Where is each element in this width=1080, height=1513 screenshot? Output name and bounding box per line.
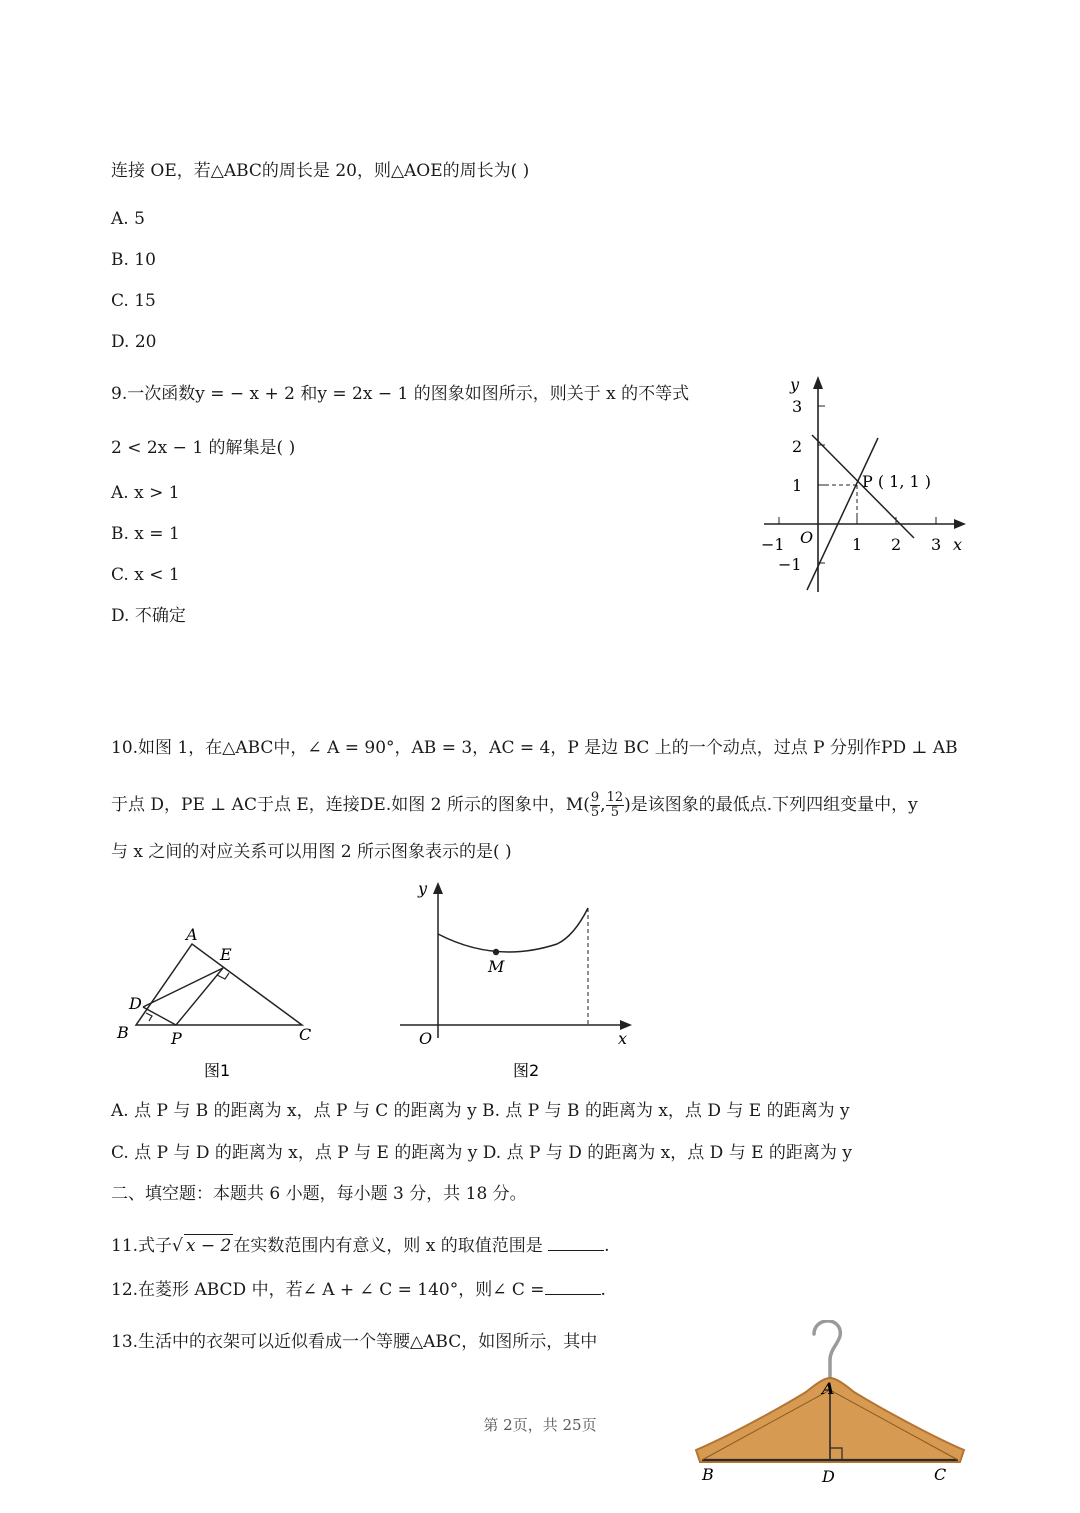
q9-y-tick-3: 3: [792, 397, 803, 416]
q12-text: 12.在菱形 ABCD 中，若∠ A + ∠ C = 140°，则∠ C =: [111, 1280, 545, 1300]
q8-stem: 连接 OE，若△ABC的周长是 20，则△AOE的周长为( ): [111, 161, 530, 181]
q9-y-arrow: [813, 376, 823, 389]
fig1-label-e: E: [220, 945, 232, 964]
fig1-right-angle-d: [146, 1013, 152, 1021]
q11-answer-blank: [548, 1250, 604, 1251]
q11-stem: 11.式子√ x − 2 在实数范围内有意义，则 x 的取值范围是 .: [111, 1236, 610, 1256]
q9-point-label: P ( 1, 1 ): [862, 472, 932, 491]
fig2-point-m: [493, 949, 499, 955]
fig1-segment-pd: [143, 1007, 176, 1025]
fig1-segment-de: [143, 968, 223, 1007]
q12-period: .: [600, 1280, 606, 1300]
q9-stem-line2: 2 < 2x − 1 的解集是( ): [111, 438, 296, 458]
q8-option-a: A. 5: [111, 209, 145, 229]
section2-heading: 二、填空题：本题共 6 小题，每小题 3 分，共 18 分。: [111, 1184, 527, 1204]
fig1-label-d: D: [129, 994, 142, 1013]
hanger-hook: [814, 1321, 840, 1380]
q10-line3: 与 x 之间的对应关系可以用图 2 所示图象表示的是( ): [111, 842, 512, 862]
q8-option-c: C. 15: [111, 291, 156, 311]
hanger-label-d: D: [822, 1467, 835, 1486]
q10-fraction-y: $\frac{12}{5}$: [606, 790, 624, 820]
fig1-label-c: C: [299, 1025, 312, 1044]
fig2-origin-label: O: [419, 1029, 433, 1048]
q8-option-b: B. 10: [111, 250, 156, 270]
page-footer: 第 2页，共 25页: [483, 1416, 597, 1434]
q9-x-tick-2: 2: [891, 535, 902, 554]
fig1-label-b: B: [117, 1023, 129, 1042]
q12-stem: [111, 1279, 606, 1301]
q9-x-tick-1: 1: [852, 535, 863, 554]
q9-option-a: A. x > 1: [111, 483, 180, 503]
q10-line1: 10.如图 1，在△ABC中，∠ A = 90°，AB = 3，AC = 4，P 是边 BC 上的一个动点，过点 P 分别作PD ⊥ AB: [111, 738, 958, 758]
fig2-label-m: M: [488, 957, 505, 976]
q13-hanger-figure: [690, 1320, 975, 1490]
q13-stem: 13.生活中的衣架可以近似看成一个等腰△ABC，如图所示，其中: [111, 1332, 598, 1352]
q9-option-b: B. x = 1: [111, 524, 180, 544]
fig2-curve: [438, 908, 588, 952]
q9-option-d: D. 不确定: [111, 606, 186, 626]
q9-y-tick-neg1: −1: [778, 555, 802, 574]
hanger-label-a: A: [822, 1379, 835, 1398]
q9-y-tick-2: 2: [792, 437, 803, 456]
q10-figure1: [110, 922, 330, 1087]
q9-y-tick-1: 1: [792, 476, 803, 495]
fig1-label-p: P: [171, 1029, 182, 1048]
fig1-label-a: A: [186, 925, 198, 944]
q10-fraction-x: $\frac{9}{5}$: [590, 790, 600, 820]
q10-figure2: [392, 872, 642, 1087]
q10-options-row2: C. 点 P 与 D 的距离为 x，点 P 与 E 的距离为 y D. 点 P 与 D 的距离为 x，点 D 与 E 的距离为 y: [111, 1143, 852, 1163]
hanger-label-b: B: [702, 1465, 714, 1484]
q10-options-row1: A. 点 P 与 B 的距离为 x，点 P 与 C 的距离为 y B. 点 P 与 B 的距离为 x，点 D 与 E 的距离为 y: [111, 1101, 850, 1121]
q9-x-tick-neg1: −1: [761, 535, 785, 554]
hanger-label-c: C: [934, 1465, 947, 1484]
q9-option-c: C. x < 1: [111, 565, 180, 585]
q9-y-label: y: [790, 375, 800, 394]
fig2-y-arrow: [433, 882, 443, 894]
q8-option-d: D. 20: [111, 332, 157, 352]
q11-text-start: 11.式子: [111, 1236, 173, 1256]
q11-text-end: 在实数范围内有意义，则 x 的取值范围是: [233, 1236, 543, 1256]
fig2-x-label: x: [618, 1029, 628, 1048]
q9-x-arrow: [954, 519, 966, 529]
q9-linear-graph: [756, 372, 976, 597]
q11-period: .: [604, 1236, 610, 1256]
fig2-y-label: y: [418, 879, 428, 898]
q9-x-tick-3: 3: [931, 535, 942, 554]
q10-line2: 于点 D，PE ⊥ AC于点 E，连接DE.如图 2 所示的图象中，M( $\frac{9}{5}$ , $\frac{12}{5}$ )是该图象的最低点.下列四组变量中，y: [111, 790, 918, 820]
q10-line2-end: )是该图象的最低点.下列四组变量中，y: [624, 795, 918, 815]
fig1-caption: 图1: [204, 1061, 231, 1080]
q12-answer-blank: [545, 1294, 601, 1295]
fig1-segment-pe: [176, 968, 223, 1025]
fig2-caption: 图2: [513, 1061, 540, 1080]
q11-radicand: x − 2: [185, 1236, 232, 1256]
q9-stem-line1: 9.一次函数y = − x + 2 和y = 2x − 1 的图象如图所示，则关于 x 的不等式: [111, 384, 690, 404]
q9-x-label: x: [953, 535, 963, 554]
q10-line2-start: 于点 D，PE ⊥ AC于点 E，连接DE.如图 2 所示的图象中，M(: [111, 795, 590, 815]
q9-origin-label: O: [800, 528, 814, 547]
fig1-triangle-abc: [136, 944, 302, 1025]
